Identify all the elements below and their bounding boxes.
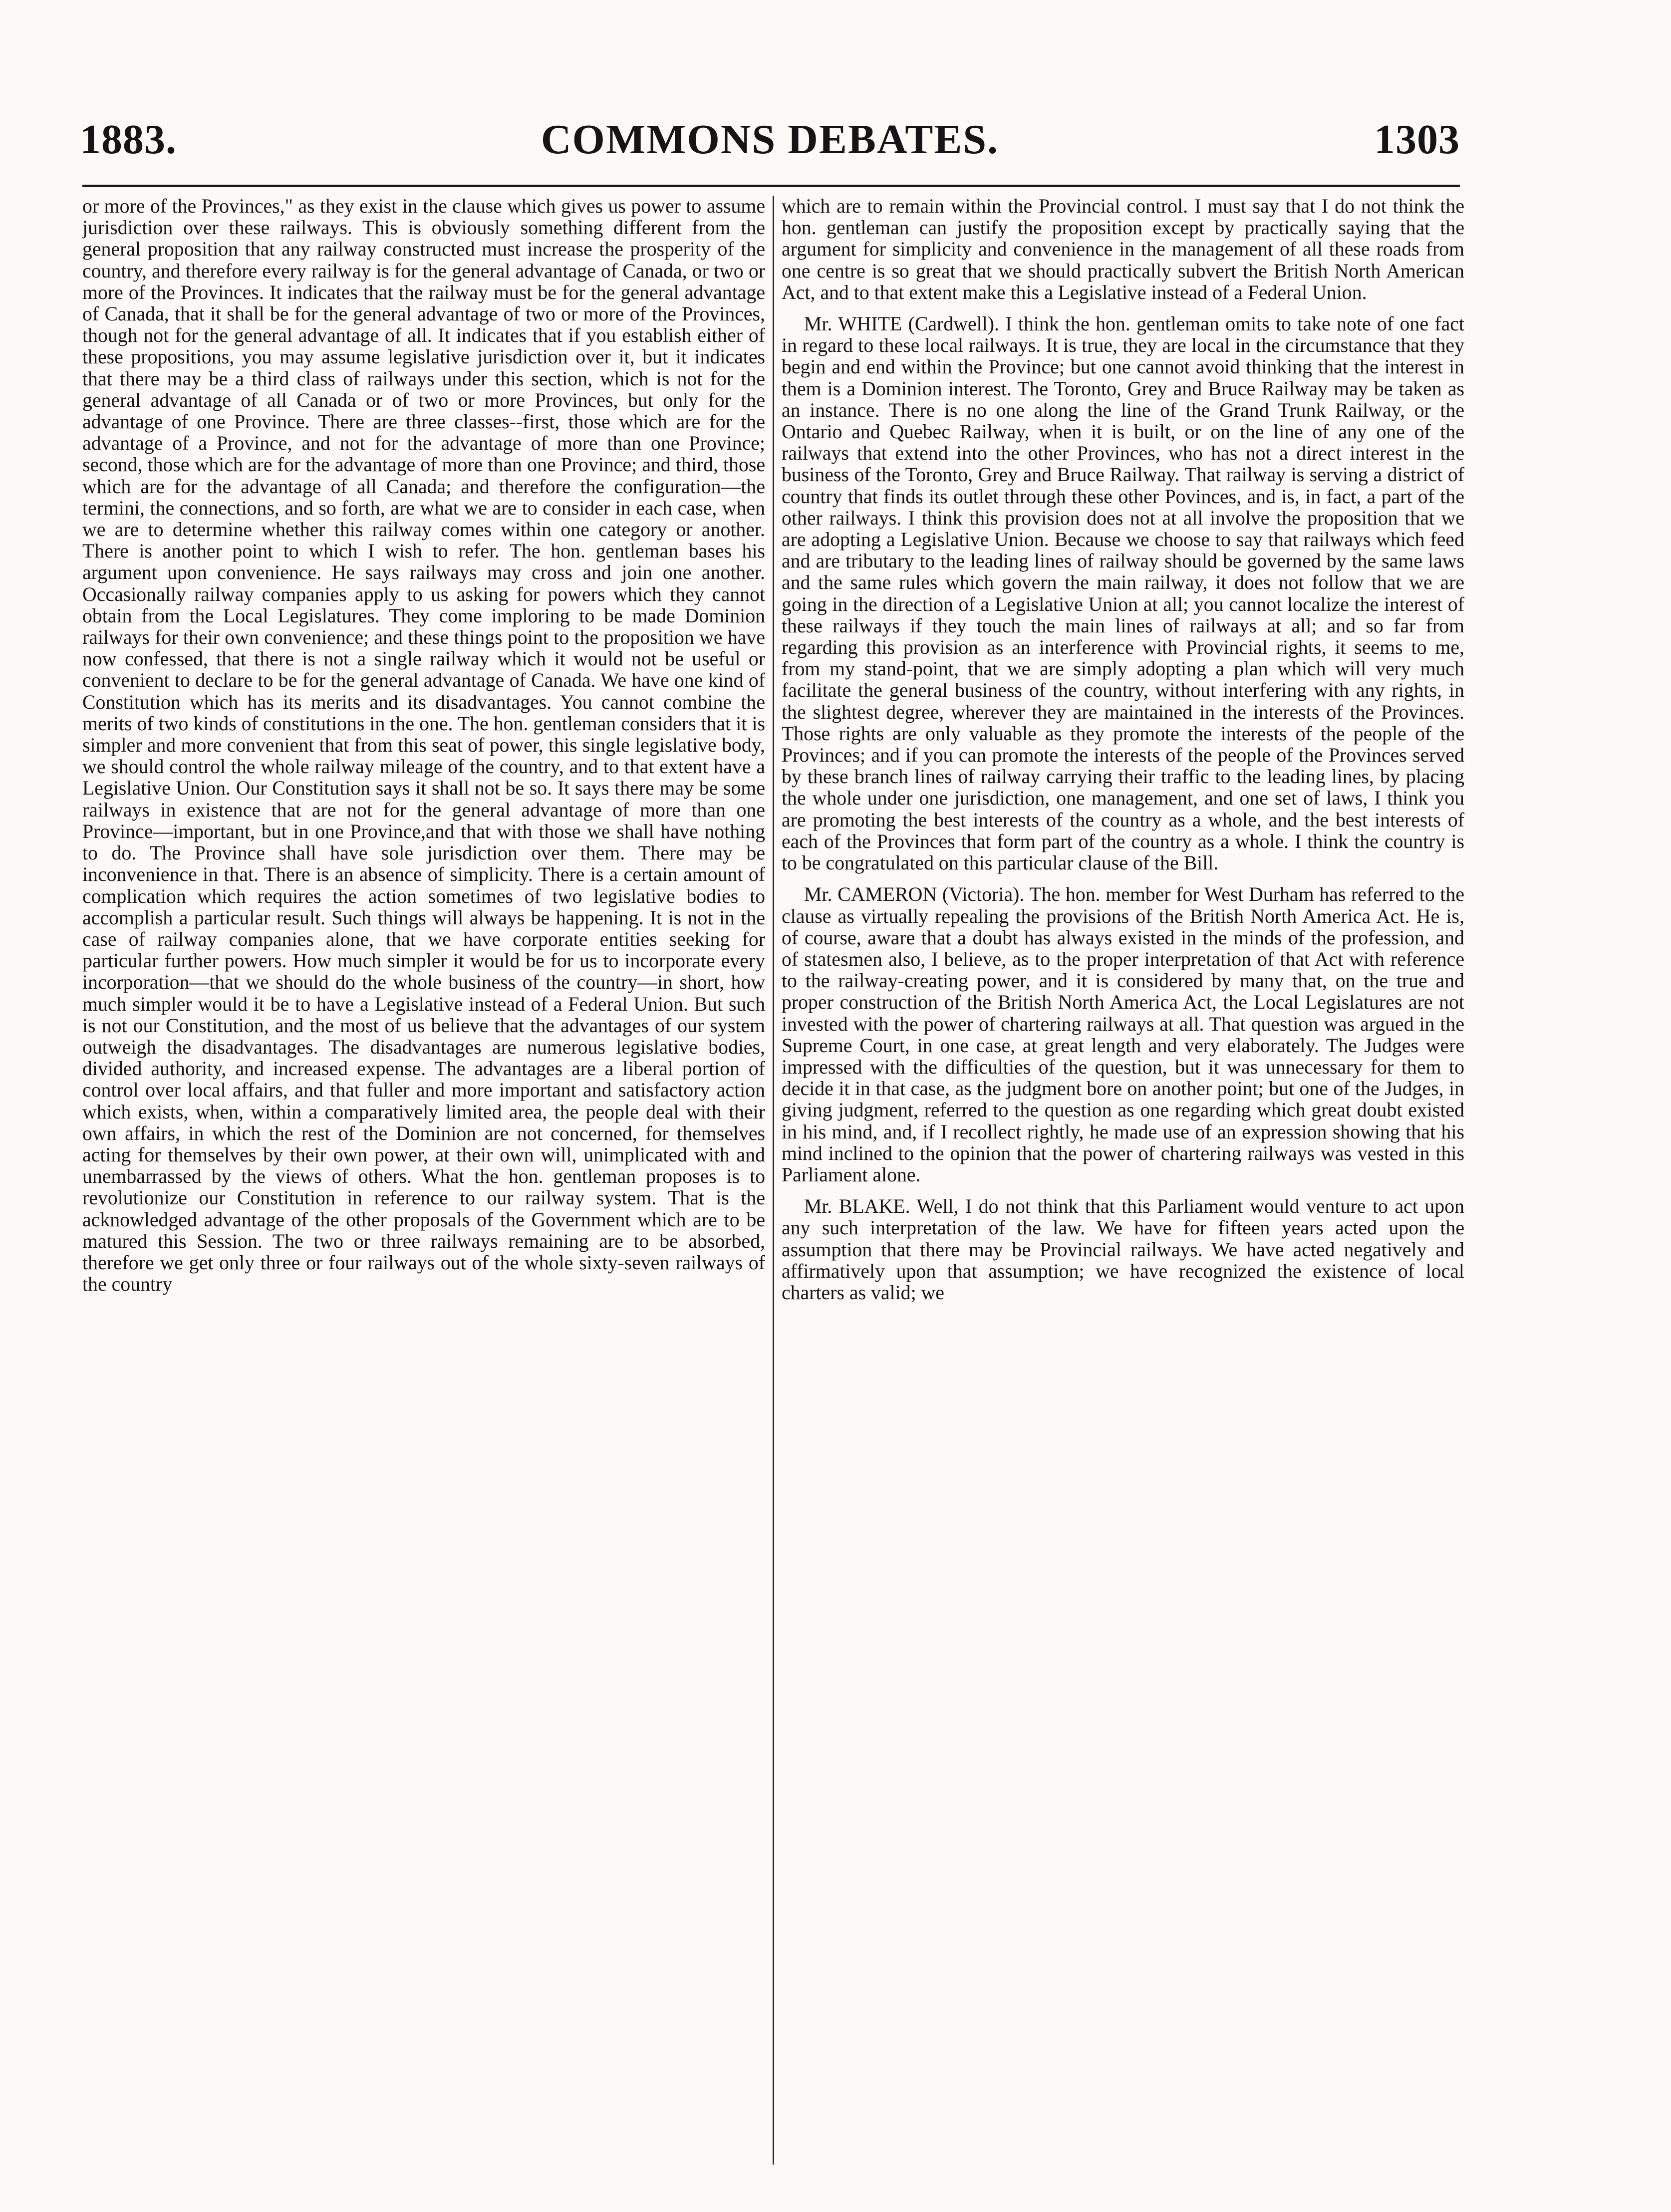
left-paragraph-1: or more of the Provinces," as they exist in the clause which gives us power to assume jurisdiction over these railways. This is obviously something different from the general proposition that any railway constructed must increase the prosperity of the country, and therefore every railway is for the general advantage of Canada, or two or more of the Provinces. It indicates that the railway must be for the general advantage of Canada, that it shall be for the general advantage of two or more of the Provinces, though not for the general advantage of all. It indicates that if you establish either of these propositions, you may assume legislative jurisdiction over it, but it indicates that there may be a third class of railways under this section, which is not for the general advantage of all Canada or of two or more Provinces, but only for the advantage of one Province. There are three classes--first, those which are for the advantage of a Province, and not for the advantage of more than one Province; second, those which are for the advantage of more than one Province; and third, those which are for the advantage of all Canada; and therefore the configuration—the termini, the connections, and so forth, are what we are to consider in each case, when we are to determine whether this railway comes within one category or another. There is another point to which I wish to refer. The hon. gentleman bases his argument upon convenience. He says railways may cross and join one another. Occasionally railway companies apply to us asking for powers which they cannot obtain from the Local Legislatures. They come imploring to be made Dominion railways for their own convenience; and these things point to the proposition we have now confessed, that there is not a single railway which it would not be useful or convenient to declare to be for the general advantage of Canada. We have one kind of Constitution which has its merits and its disadvantages. You cannot combine the merits of two kinds of constitutions in the one. The hon. gentleman considers that it is simpler and more convenient that from this seat of power, this single legislative body, we should control the whole railway mileage of the country, and to that extent have a Legislative Union. Our Constitution says it shall not be so. It says there may be some railways in existence that are not for the general advantage of more than one Province—important, but in one Province,and that with those we shall have nothing to do. The Province shall have sole jurisdiction over them. There may be inconvenience in that. There is an absence of simplicity. There is a certain amount of complication which requires the action sometimes of two legislative bodies to accomplish a particular result. Such things will always be happening. It is not in the case of railway companies alone, that we have corporate entities seeking for particular further powers. How much simpler it would be for us to incorporate every incorporation—that we should do the whole business of the country—in short, how much simpler would it be to have a Legislative instead of a Federal Union. But such is not our Constitution, and the most of us believe that the advantages of our system outweigh the disadvantages. The disadvantages are numerous legislative bodies, divided authority, and increased expense. The advantages are a liberal portion of control over local affairs, and that fuller and more important and satisfactory action which exists, when, within a comparatively limited area, the people deal with their own affairs, in which the rest of the Dominion are not concerned, for themselves acting for themselves by their own power, at their own will, unimplicated with and unembarrassed by the views of others. What the hon. gentleman proposes is to revolutionize our Constitution in reference to our railway system. That is the acknowledged advantage of the other proposals of the Government which are to be matured this Session. The two or three railways remaining are to be absorbed, therefore we get only three or four railways out of the whole sixty-seven railways of the country xyxy=(82,196,765,1296)
column-divider xyxy=(773,196,774,2165)
header-rule xyxy=(82,185,1460,187)
right-paragraph-1: which are to remain within the Provincial control. I must say that I do not think the hon. gentleman can justify the proposition except by practically saying that the argument for simplicity and convenience in the management of all these roads from one centre is so great that we should practically subvert the British North American Act, and to that extent make this a Legislative instead of a Federal Union. xyxy=(782,196,1464,303)
speech-blake: Mr. BLAKE. Well, I do not think that this Parliament would venture to act upon any such interpretation of the law. We have for fifteen years acted upon the assumption that there may be Provincial railways. We have acted negatively and affirmatively upon that assumption; we have recognized the existence of local charters as valid; we xyxy=(782,1195,1464,1304)
header-page-number: 1303 xyxy=(1374,116,1460,163)
header-title: COMMONS DEBATES. xyxy=(541,116,999,163)
header-year: 1883. xyxy=(80,116,177,163)
speech-white-cardwell: Mr. WHITE (Cardwell). I think the hon. gentleman omits to take note of one fact in regard to these local railways. It is true, they are local in the circumstance that they begin and end within the Province; but one cannot avoid thinking that the interest in them is a Dominion interest. The Toronto, Grey and Bruce Railway may be taken as an instance. There is no one along the line of the Grand Trunk Railway, or the Ontario and Quebec Railway, when it is built, or on the line of any one of the railways that extend into the other Provinces, who has not a direct interest in the business of the Toronto, Grey and Bruce Railway. That railway is serving a district of country that finds its outlet through these other Povinces, and is, in fact, a part of the other railways. I think this provision does not at all involve the proposition that we are adopting a Legislative Union. Because we choose to say that railways which feed and are tributary to the leading lines of railway should be governed by the same laws and the same rules which govern the main railway, it does not follow that we are going in the direction of a Legislative Union at all; you cannot localize the interest of these railways if they touch the main lines of railways at all; and so far from regarding this provision as an interference with Provincial rights, it seems to me, from my stand-point, that we are simply adopting a plan which will very much facilitate the general business of the country, without interfering with any rights, in the slightest degree, wherever they are maintained in the interests of the Provinces. Those rights are only valuable as they promote the interests of the people of the Provinces; and if you can promote the interests of the people of the Provinces served by these branch lines of railway carrying their traffic to the leading lines, by placing the whole under one jurisdiction, one management, and one set of laws, I think you are promoting the best interests of the country as a whole, and the best interests of each of the Provinces that form part of the country as a whole. I think the country is to be congratulated on this particular clause of the Bill. xyxy=(782,313,1464,874)
left-column xyxy=(82,196,765,2165)
right-column xyxy=(782,196,1464,2165)
speech-cameron-victoria: Mr. CAMERON (Victoria). The hon. member for West Durham has referred to the clause as virtually repealing the provisions of the British North America Act. He is, of course, aware that a doubt has always existed in the minds of the profession, and of statesmen also, I believe, as to the proper interpretation of that Act with reference to the railway-creating power, and it is considered by many that, on the true and proper construction of the British North America Act, the Local Legislatures are not invested with the power of chartering railways at all. That question was argued in the Supreme Court, in one case, at great length and very elaborately. The Judges were impressed with the difficulties of the question, but it was unnecessary for them to decide it in that case, as the judgment bore on another point; but one of the Judges, in giving judgment, referred to the question as one regarding which great doubt existed in his mind, and, if I recollect rightly, he made use of an expression showing that his mind inclined to the opinion that the power of chartering railways was vested in this Parliament alone. xyxy=(782,883,1464,1186)
page-header xyxy=(80,115,1460,170)
